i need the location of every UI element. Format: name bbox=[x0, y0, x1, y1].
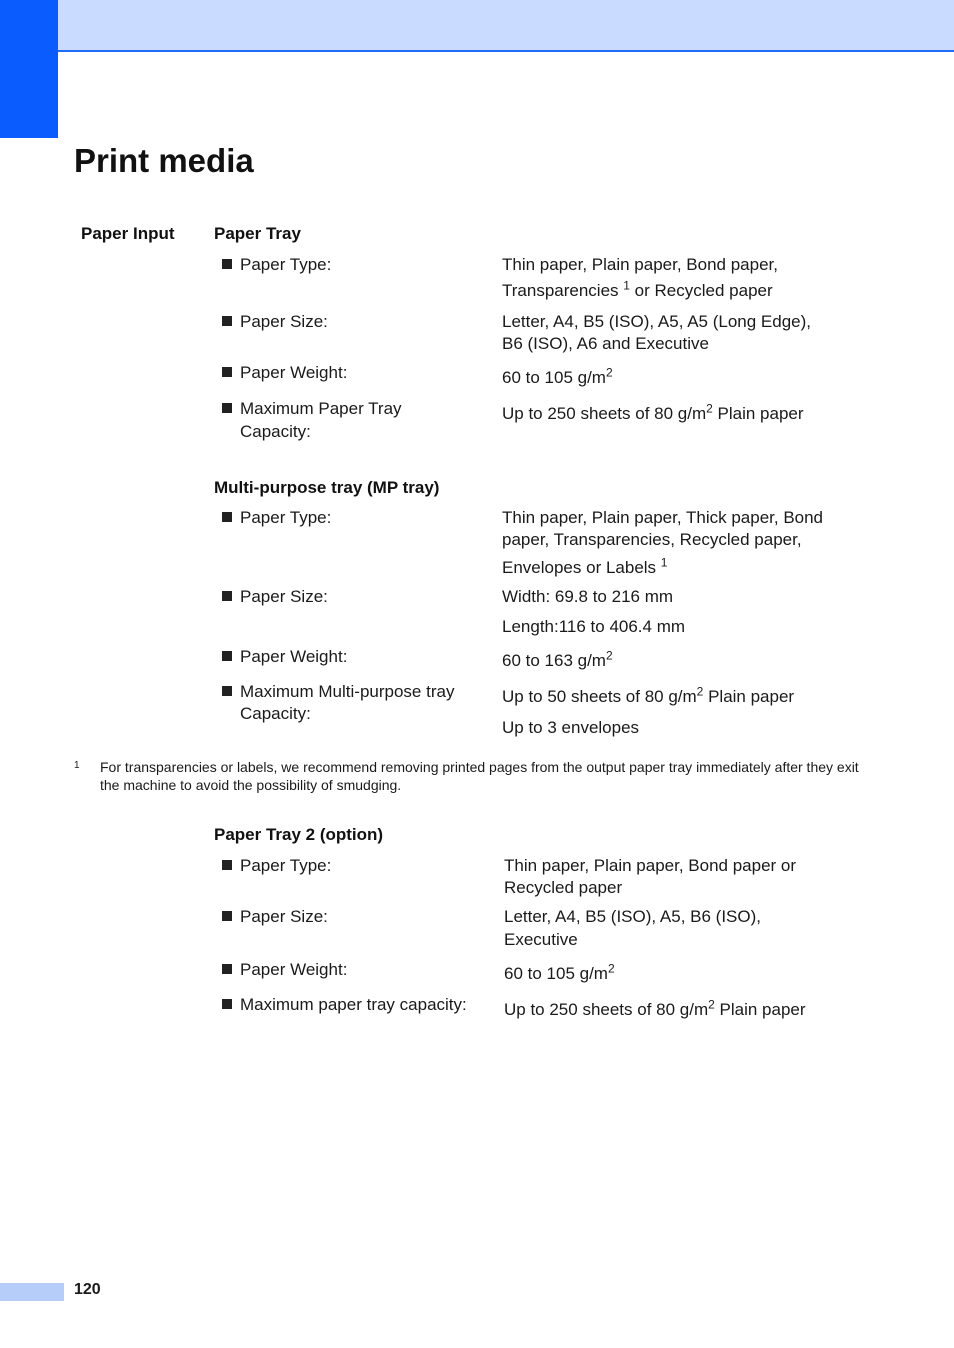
footnote-number: 1 bbox=[74, 760, 80, 771]
tray2-type-label: Paper Type: bbox=[240, 856, 332, 875]
page-number: 120 bbox=[74, 1281, 101, 1298]
mp-tray-size-width: Width: 69.8 to 216 mm bbox=[502, 587, 674, 606]
section-label-paper-input: Paper Input bbox=[81, 224, 175, 243]
paper-tray-capacity-label-line1: Maximum Paper Tray bbox=[240, 399, 402, 418]
tray2-size-value-line1: Letter, A4, B5 (ISO), A5, B6 (ISO), bbox=[504, 907, 762, 926]
mp-tray-weight-value: 60 to 163 $g/m^2$ bbox=[502, 648, 613, 670]
footnote-ref: 1 bbox=[623, 278, 630, 293]
paper-tray-size-label: Paper Size: bbox=[240, 312, 328, 331]
paper-tray-weight-value: 60 to 105 $g/m^2$ bbox=[502, 365, 613, 387]
bullet-square-icon bbox=[222, 964, 232, 974]
footnote-text: For transparencies or labels, we recommend removing printed pages from the output paper tray immediately after they exit the machine to avoid the possibility of smudging. bbox=[100, 759, 859, 793]
footnote-ref: 1 bbox=[660, 555, 668, 570]
mp-tray-size-label: Paper Size: bbox=[240, 587, 328, 606]
bullet-square-icon bbox=[222, 367, 232, 377]
tray2-capacity-label: Maximum paper tray capacity: bbox=[240, 995, 467, 1014]
paper-tray-size-value-line2: B6 (ISO), A6 and Executive bbox=[502, 334, 709, 353]
mp-tray-capacity-label-line2: Capacity: bbox=[240, 704, 311, 723]
bullet-square-icon bbox=[222, 860, 232, 870]
footer-band bbox=[0, 1283, 64, 1301]
paper-tray-type-value-line1: Thin paper, Plain paper, Bond paper, bbox=[502, 255, 778, 274]
mp-tray-type-value-line1: Thin paper, Plain paper, Thick paper, Bond bbox=[502, 508, 824, 527]
mp-tray-capacity-label-line1: Maximum Multi-purpose tray bbox=[240, 682, 455, 701]
header-band bbox=[57, 0, 954, 52]
mp-tray-type-label: Paper Type: bbox=[240, 508, 332, 527]
bullet-square-icon bbox=[222, 651, 232, 661]
paper-tray-capacity-label-line2: Capacity: bbox=[240, 422, 311, 441]
mp-tray-type-value-line3: Envelopes or Labels $^1$ bbox=[502, 555, 668, 577]
paper-tray-capacity-value: Up to 250 sheets of 80 $g/m^2$ Plain paper bbox=[502, 401, 804, 423]
paper-tray-type-value-line2: Transparencies $^1$ or Recycled paper bbox=[502, 278, 773, 300]
mp-tray-capacity-value: Up to 50 sheets of 80 $g/m^2$ Plain paper bbox=[502, 684, 795, 706]
bullet-square-icon bbox=[222, 259, 232, 269]
bullet-square-icon bbox=[222, 316, 232, 326]
bullet-square-icon bbox=[222, 403, 232, 413]
bullet-square-icon bbox=[222, 686, 232, 696]
tray2-size-label: Paper Size: bbox=[240, 907, 328, 926]
mp-tray-capacity-envelopes: Up to 3 envelopes bbox=[502, 718, 640, 737]
tray2-type-value-line1: Thin paper, Plain paper, Bond paper or bbox=[504, 856, 797, 875]
paper-tray-heading: Paper Tray bbox=[214, 224, 301, 243]
paper-tray-weight-label: Paper Weight: bbox=[240, 363, 348, 382]
mp-tray-heading: Multi-purpose tray (MP tray) bbox=[214, 478, 440, 497]
page-title: Print media bbox=[74, 142, 254, 179]
paper-tray-type-label: Paper Type: bbox=[240, 255, 332, 274]
mp-tray-type-value-line2: paper, Transparencies, Recycled paper, bbox=[502, 530, 802, 549]
chapter-side-tab bbox=[0, 0, 58, 138]
bullet-square-icon bbox=[222, 591, 232, 601]
paper-tray-size-value-line1: Letter, A4, B5 (ISO), A5, A5 (Long Edge), bbox=[502, 312, 812, 331]
tray2-weight-label: Paper Weight: bbox=[240, 960, 348, 979]
mp-tray-weight-label: Paper Weight: bbox=[240, 647, 348, 666]
tray2-capacity-value: Up to 250 sheets of 80 $g/m^2$ Plain paper bbox=[504, 997, 806, 1019]
tray2-weight-value: 60 to 105 $g/m^2$ bbox=[504, 961, 615, 983]
bullet-square-icon bbox=[222, 999, 232, 1009]
bullet-square-icon bbox=[222, 512, 232, 522]
paper-tray-2-heading: Paper Tray 2 (option) bbox=[214, 825, 384, 844]
bullet-square-icon bbox=[222, 911, 232, 921]
tray2-size-value-line2: Executive bbox=[504, 930, 578, 949]
mp-tray-size-length: Length:116 to 406.4 mm bbox=[502, 617, 686, 636]
tray2-type-value-line2: Recycled paper bbox=[504, 878, 623, 897]
